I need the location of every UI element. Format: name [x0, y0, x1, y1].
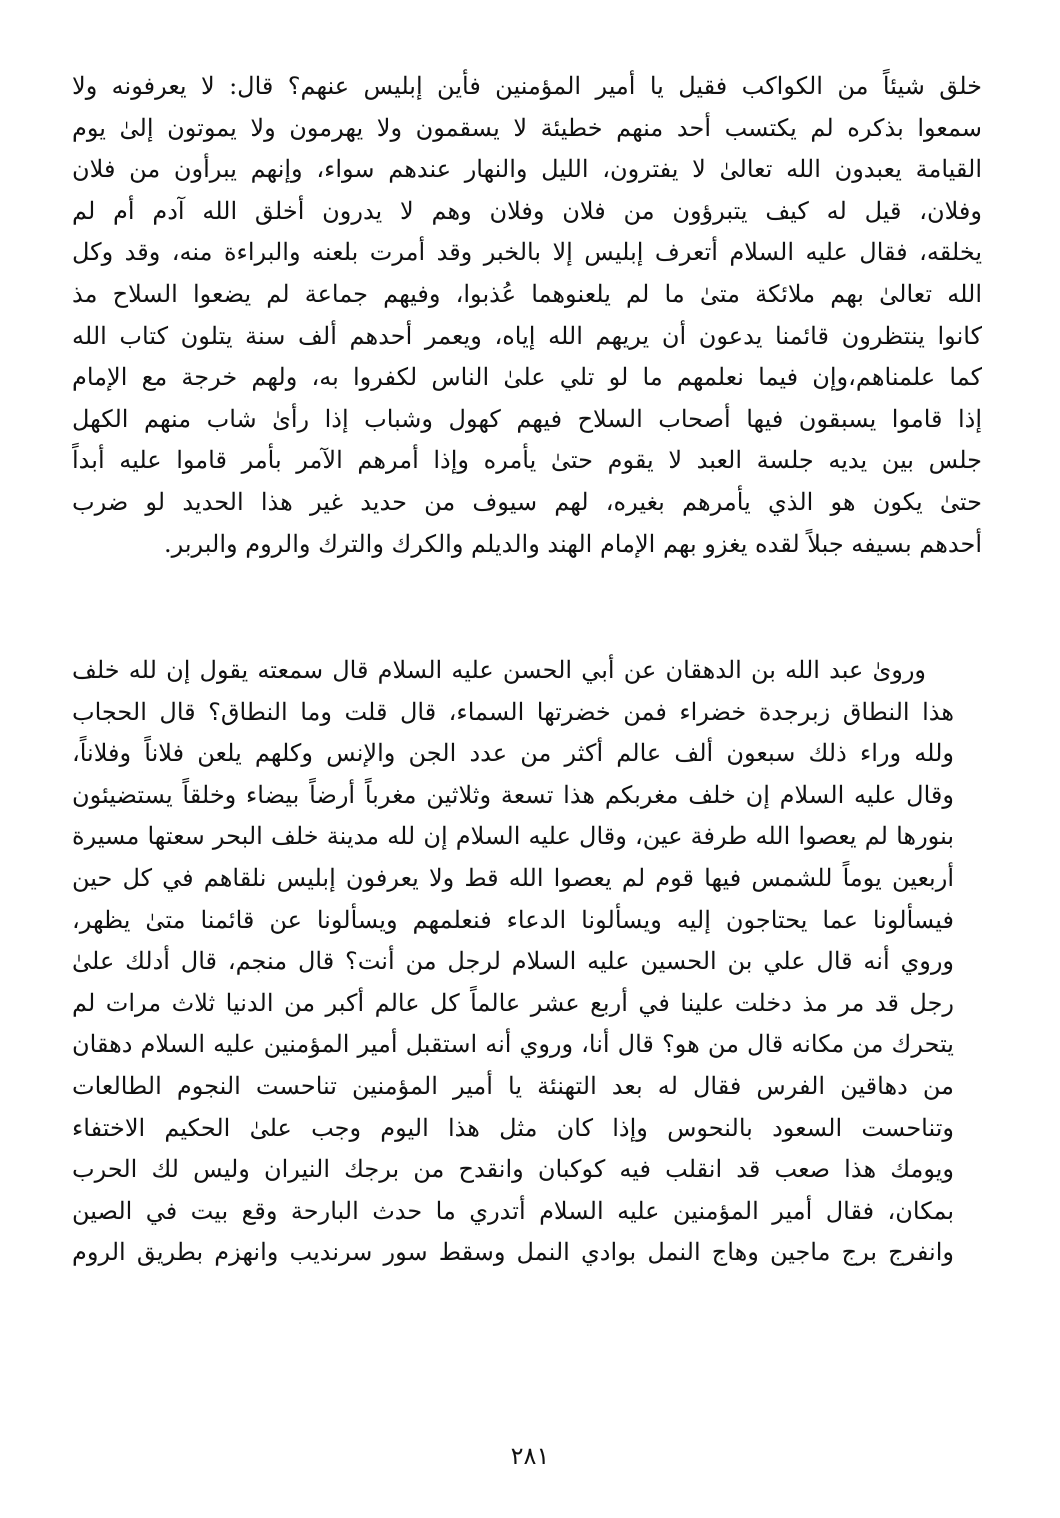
- text-line: إذا قاموا يسبقون فيها أصحاب السلاح فيهم كهول وشباب إذا رأىٰ شاب منهم الكهل: [72, 404, 982, 433]
- text-line: ويومك هذا صعب قد انقلب فيه كوكبان وانقدح من برجك النيران وليس لك الحرب: [72, 1155, 954, 1184]
- text-line: رجل قد مر مذ دخلت علينا في أربع عشر عالماً كل عالم أكبر من الدنيا ثلاث مرات لم: [72, 988, 954, 1017]
- text-line: كما علمناهم،وإن فيما نعلمهم ما لو تلي علىٰ الناس لكفروا به، ولهم خرجة مع الإمام: [72, 363, 982, 392]
- text-line: حتىٰ يكون هو الذي يأمرهم بغيره، لهم سيوف من حديد غير هذا الحديد لو ضرب: [72, 487, 982, 516]
- text-line: سمعوا بذكره لم يكتسب أحد منهم خطيئة لا يسقمون ولا يهرمون ولا يموتون إلىٰ يوم: [72, 113, 982, 142]
- text-line: فيسألونا عما يحتاجون إليه ويسألونا الدعاء فنعلمهم ويسألونا عن قائمنا متىٰ يظهر،: [72, 905, 955, 934]
- text-line: القيامة يعبدون الله تعالىٰ لا يفترون، الليل والنهار عندهم سواء، وإنهم يبرأون من فلان: [72, 155, 982, 184]
- text-line: وانفرج برج ماجين وهاج النمل بوادي النمل وسقط سور سرنديب وانهزم بطريق الروم: [72, 1238, 954, 1267]
- text-line: وتناحست السعود بالنحوس وإذا كان مثل هذا اليوم وجب علىٰ الحكيم الاختفاء: [72, 1113, 954, 1142]
- text-line: هذا النطاق زبرجدة خضراء فمن خضرتها السماء، قال قلت وما النطاق؟ قال الحجاب: [72, 697, 954, 726]
- text-line: جلس بين يديه جلسة العبد لا يقوم حتىٰ يأمره وإذا أمرهم الآمر بأمر قاموا عليه أبداً: [72, 446, 982, 475]
- text-line: ورویٰ عبد الله بن الدهقان عن أبي الحسن عليه السلام قال سمعته يقول إن لله خلف: [72, 656, 926, 684]
- text-line: وقال عليه السلام إن خلف مغربكم هذا تسعة وثلاثين مغرباً أرضاً بيضاء وخلقاً يستضيئون: [72, 780, 954, 809]
- text-line: يخلقه، فقال عليه السلام أتعرف إبليس إلا بالخبر وقد أمرت بلعنه والبراءة منه، وقد وكل: [72, 238, 982, 267]
- text-line: بنورها لم يعصوا الله طرفة عين، وقال عليه السلام إن لله مدينة خلف البحر سعتها مسيرة: [72, 822, 954, 851]
- text-line: بمكان، فقال أمير المؤمنين عليه السلام أتدري ما حدث البارحة وقع بيت في الصين: [72, 1196, 954, 1225]
- text-line: أربعين يوماً للشمس فيها قوم لم يعصوا الله قط ولا يعرفون إبليس نلقاهم في كل حين: [72, 863, 954, 892]
- text-line: خلق شيئاً من الكواكب فقيل يا أمير المؤمنين فأين إبليس عنهم؟ قال: لا يعرفونه ولا: [72, 72, 982, 100]
- text-line: يتحرك من مكانه قال من هو؟ قال أنا، وروي أنه استقبل أمير المؤمنين عليه السلام دهقان: [72, 1030, 954, 1059]
- paragraph-2: [72, 650, 982, 1274]
- text-line: وفلان، قيل له كيف يتبرؤون من فلان وفلان وهم لا يدرون أخلق الله آدم أم لم: [72, 196, 982, 225]
- page-number: ٢٨١: [510, 1442, 550, 1470]
- text-line: ولله وراء ذلك سبعون ألف عالم أكثر من عدد الجن والإنس وكلهم يلعن فلاناً وفلاناً،: [72, 739, 954, 768]
- text-line: وروي أنه قال علي بن الحسين عليه السلام لرجل من أنت؟ قال منجم، قال أدلك علىٰ: [72, 947, 954, 976]
- text-line: كانوا ينتظرون قائمنا يدعون أن يريهم الله إياه، ويعمر أحدهم ألف سنة يتلون كتاب الله: [72, 321, 982, 350]
- paragraph-1: [72, 66, 982, 565]
- text-line: الله تعالىٰ بهم ملائكة متىٰ ما لم يلعنوهما عُذبوا، وفيهم جماعة لم يضعوا السلاح مذ: [72, 279, 982, 308]
- text-line: من دهاقين الفرس فقال له بعد التهنئة يا أمير المؤمنين تناحست النجوم الطالعات: [72, 1071, 954, 1100]
- text-line: أحدهم بسيفه جبلاً لقده يغزو بهم الإمام الهند والديلم والكرك والترك والروم والبربر.: [163, 529, 982, 558]
